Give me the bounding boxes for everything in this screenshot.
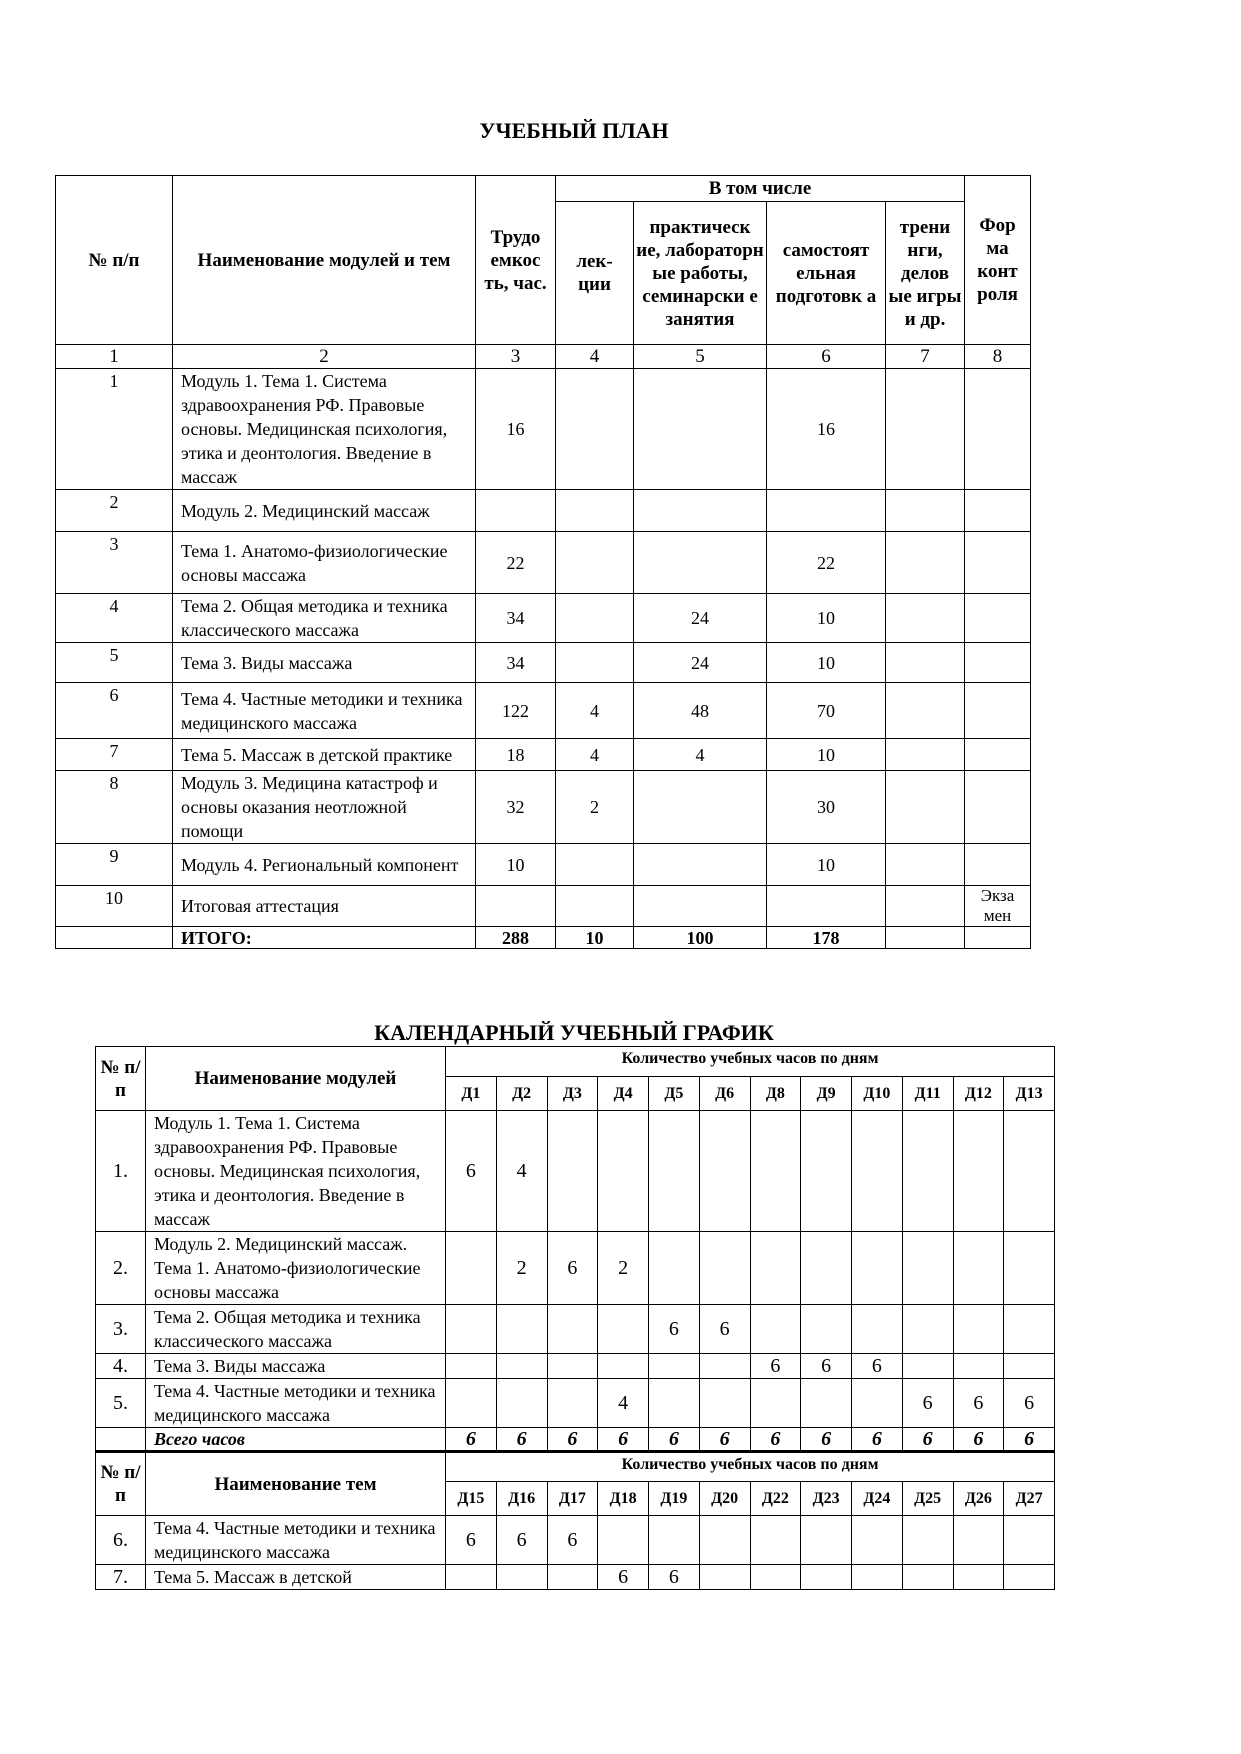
total-lectures: 10 bbox=[556, 927, 634, 949]
cell-hours: 6 bbox=[852, 1354, 903, 1379]
cell-hours bbox=[446, 1305, 497, 1354]
cell-control bbox=[965, 369, 1031, 490]
cell-hours bbox=[598, 1111, 649, 1232]
cell-hours bbox=[1004, 1232, 1055, 1305]
cell-hours bbox=[598, 1516, 649, 1565]
total-num bbox=[56, 927, 173, 949]
day-header: Д3 bbox=[547, 1077, 598, 1111]
cell-self-study: 22 bbox=[767, 532, 886, 594]
cell-practical: 24 bbox=[634, 594, 767, 643]
cell-num: 4 bbox=[56, 594, 173, 643]
cell-num: 1. bbox=[96, 1111, 146, 1232]
cell-name: Модуль 4. Региональный компонент bbox=[173, 844, 476, 886]
cell-name: Модуль 1. Тема 1. Система здравоохранения РФ. Правовые основы. Медицинская психология, этика и деонтология. Введение в массаж bbox=[173, 369, 476, 490]
cell-num: 9 bbox=[56, 844, 173, 886]
total-hours: 6 bbox=[496, 1428, 547, 1452]
cell-hours bbox=[1004, 1565, 1055, 1590]
cell-self-study: 70 bbox=[767, 683, 886, 739]
total-hours: 6 bbox=[446, 1428, 497, 1452]
cell-control bbox=[965, 532, 1031, 594]
cell-hours bbox=[598, 1354, 649, 1379]
day-header: Д24 bbox=[852, 1482, 903, 1516]
cell-hours bbox=[446, 1565, 497, 1590]
header-hours: Трудо емкос ть, час. bbox=[476, 176, 556, 345]
cell-hours: 4 bbox=[598, 1379, 649, 1428]
cell-hours bbox=[699, 1379, 750, 1428]
cell-control bbox=[965, 771, 1031, 844]
curriculum-row bbox=[56, 594, 1031, 643]
cell-hours bbox=[547, 1111, 598, 1232]
cell-hours bbox=[547, 1565, 598, 1590]
curriculum-row bbox=[56, 532, 1031, 594]
cell-name: Тема 4. Частные методики и техника медицинского массажа bbox=[146, 1516, 446, 1565]
day-header: Д25 bbox=[902, 1482, 953, 1516]
cell-hours bbox=[547, 1354, 598, 1379]
cell-trainings bbox=[886, 532, 965, 594]
calendar-row bbox=[96, 1305, 1055, 1354]
cell-hours bbox=[496, 1305, 547, 1354]
cell-hours bbox=[750, 1565, 801, 1590]
cell-self-study: 10 bbox=[767, 643, 886, 683]
cell-lectures bbox=[556, 532, 634, 594]
cell-hours bbox=[750, 1111, 801, 1232]
calendar-total-row bbox=[96, 1428, 1055, 1452]
cell-hours bbox=[1004, 1354, 1055, 1379]
cell-hours bbox=[750, 1232, 801, 1305]
header-num: № п/п bbox=[56, 176, 173, 345]
cell-hours bbox=[649, 1232, 700, 1305]
cell-self-study: 10 bbox=[767, 844, 886, 886]
cell-hours bbox=[476, 886, 556, 927]
cell-self-study bbox=[767, 490, 886, 532]
cell-hours bbox=[699, 1565, 750, 1590]
curriculum-row bbox=[56, 771, 1031, 844]
cell-name: Тема 2. Общая методика и техника классического массажа bbox=[146, 1305, 446, 1354]
cell-practical bbox=[634, 844, 767, 886]
cell-hours bbox=[801, 1305, 852, 1354]
header-self-study: самостоят ельная подготовк а bbox=[767, 202, 886, 345]
total-hours: 6 bbox=[699, 1428, 750, 1452]
total-practical: 100 bbox=[634, 927, 767, 949]
header-practical: практическ ие, лабораторн ые работы, семинарски е занятия bbox=[634, 202, 767, 345]
cell-hours: 6 bbox=[496, 1516, 547, 1565]
cell-hours bbox=[852, 1516, 903, 1565]
day-header: Д17 bbox=[547, 1482, 598, 1516]
cell-trainings bbox=[886, 369, 965, 490]
header-name: Наименование модулей и тем bbox=[173, 176, 476, 345]
cell-hours bbox=[902, 1516, 953, 1565]
cell-practical bbox=[634, 369, 767, 490]
header-num: № п/п bbox=[96, 1047, 146, 1111]
cell-hours bbox=[801, 1379, 852, 1428]
cell-trainings bbox=[886, 739, 965, 771]
cell-self-study: 30 bbox=[767, 771, 886, 844]
day-header: Д5 bbox=[649, 1077, 700, 1111]
cell-hours bbox=[699, 1111, 750, 1232]
cell-trainings bbox=[886, 594, 965, 643]
cell-hours bbox=[649, 1111, 700, 1232]
cell-hours bbox=[649, 1354, 700, 1379]
day-header: Д15 bbox=[446, 1482, 497, 1516]
cell-hours: 22 bbox=[476, 532, 556, 594]
day-header: Д20 bbox=[699, 1482, 750, 1516]
calendar-row bbox=[96, 1516, 1055, 1565]
total-hours: 288 bbox=[476, 927, 556, 949]
calendar-title: КАЛЕНДАРНЫЙ УЧЕБНЫЙ ГРАФИК bbox=[374, 1020, 774, 1045]
col-number: 2 bbox=[173, 345, 476, 369]
cell-trainings bbox=[886, 643, 965, 683]
cell-hours bbox=[547, 1379, 598, 1428]
col-number: 1 bbox=[56, 345, 173, 369]
cell-num bbox=[96, 1428, 146, 1452]
col-number: 7 bbox=[886, 345, 965, 369]
cell-hours bbox=[699, 1354, 750, 1379]
cell-hours bbox=[801, 1516, 852, 1565]
day-header: Д4 bbox=[598, 1077, 649, 1111]
cell-hours: 6 bbox=[750, 1354, 801, 1379]
day-header: Д12 bbox=[953, 1077, 1004, 1111]
cell-hours: 34 bbox=[476, 643, 556, 683]
cell-num: 6. bbox=[96, 1516, 146, 1565]
cell-lectures bbox=[556, 369, 634, 490]
day-header: Д22 bbox=[750, 1482, 801, 1516]
cell-hours bbox=[953, 1565, 1004, 1590]
cell-name: Тема 5. Массаж в детской практике bbox=[173, 739, 476, 771]
cell-hours bbox=[902, 1111, 953, 1232]
cell-hours: 10 bbox=[476, 844, 556, 886]
cell-hours bbox=[852, 1111, 903, 1232]
day-header: Д19 bbox=[649, 1482, 700, 1516]
curriculum-row bbox=[56, 844, 1031, 886]
total-label: Всего часов bbox=[146, 1428, 446, 1452]
cell-hours: 6 bbox=[699, 1305, 750, 1354]
total-self-study: 178 bbox=[767, 927, 886, 949]
day-header: Д26 bbox=[953, 1482, 1004, 1516]
col-number: 5 bbox=[634, 345, 767, 369]
cell-hours bbox=[446, 1354, 497, 1379]
cell-hours: 6 bbox=[801, 1354, 852, 1379]
col-number: 6 bbox=[767, 345, 886, 369]
cell-num: 2 bbox=[56, 490, 173, 532]
cell-control bbox=[965, 490, 1031, 532]
cell-hours bbox=[902, 1565, 953, 1590]
curriculum-row bbox=[56, 886, 1031, 927]
cell-hours bbox=[953, 1232, 1004, 1305]
cell-hours bbox=[852, 1305, 903, 1354]
day-header: Д6 bbox=[699, 1077, 750, 1111]
total-row bbox=[56, 927, 1031, 949]
cell-num: 6 bbox=[56, 683, 173, 739]
cell-lectures bbox=[556, 844, 634, 886]
cell-num: 7 bbox=[56, 739, 173, 771]
cell-control bbox=[965, 739, 1031, 771]
header-control: Фор ма конт роля bbox=[965, 176, 1031, 345]
day-header: Д23 bbox=[801, 1482, 852, 1516]
cell-self-study: 10 bbox=[767, 739, 886, 771]
cell-hours: 6 bbox=[1004, 1379, 1055, 1428]
curriculum-row bbox=[56, 643, 1031, 683]
cell-name: Тема 5. Массаж в детской bbox=[146, 1565, 446, 1590]
cell-hours: 32 bbox=[476, 771, 556, 844]
cell-hours bbox=[496, 1354, 547, 1379]
cell-hours bbox=[649, 1516, 700, 1565]
cell-hours: 6 bbox=[649, 1305, 700, 1354]
cell-hours: 6 bbox=[547, 1516, 598, 1565]
cell-trainings bbox=[886, 490, 965, 532]
cell-control bbox=[965, 643, 1031, 683]
cell-num: 3 bbox=[56, 532, 173, 594]
cell-hours bbox=[852, 1232, 903, 1305]
cell-lectures bbox=[556, 886, 634, 927]
cell-practical: 24 bbox=[634, 643, 767, 683]
cell-lectures: 4 bbox=[556, 683, 634, 739]
cell-lectures: 2 bbox=[556, 771, 634, 844]
calendar-header-row bbox=[96, 1452, 1055, 1482]
cell-hours bbox=[852, 1565, 903, 1590]
cell-hours bbox=[476, 490, 556, 532]
cell-name: Модуль 2. Медицинский массаж. Тема 1. Анатомо-физиологические основы массажа bbox=[146, 1232, 446, 1305]
cell-hours bbox=[801, 1232, 852, 1305]
header-name: Наименование тем bbox=[146, 1452, 446, 1516]
cell-name: Тема 3. Виды массажа bbox=[146, 1354, 446, 1379]
header-days-group: Количество учебных часов по дням bbox=[446, 1452, 1055, 1482]
cell-hours bbox=[953, 1516, 1004, 1565]
total-trainings bbox=[886, 927, 965, 949]
cell-trainings bbox=[886, 683, 965, 739]
calendar-table bbox=[95, 1046, 1055, 1590]
cell-hours bbox=[902, 1305, 953, 1354]
cell-hours: 6 bbox=[446, 1516, 497, 1565]
col-number: 8 bbox=[965, 345, 1031, 369]
cell-name: Модуль 1. Тема 1. Система здравоохранения РФ. Правовые основы. Медицинская психология, этика и деонтология. Введение в массаж bbox=[146, 1111, 446, 1232]
cell-control bbox=[965, 594, 1031, 643]
total-control bbox=[965, 927, 1031, 949]
cell-num: 2. bbox=[96, 1232, 146, 1305]
cell-hours bbox=[496, 1379, 547, 1428]
day-header: Д27 bbox=[1004, 1482, 1055, 1516]
total-hours: 6 bbox=[801, 1428, 852, 1452]
cell-trainings bbox=[886, 886, 965, 927]
curriculum-table bbox=[55, 175, 1031, 949]
col-number: 4 bbox=[556, 345, 634, 369]
cell-num: 8 bbox=[56, 771, 173, 844]
cell-hours bbox=[953, 1354, 1004, 1379]
cell-hours bbox=[902, 1232, 953, 1305]
cell-num: 5 bbox=[56, 643, 173, 683]
cell-hours bbox=[699, 1516, 750, 1565]
cell-num: 10 bbox=[56, 886, 173, 927]
day-header: Д16 bbox=[496, 1482, 547, 1516]
cell-practical bbox=[634, 886, 767, 927]
cell-control bbox=[965, 844, 1031, 886]
header-num: № п/п bbox=[96, 1452, 146, 1516]
curriculum-row bbox=[56, 683, 1031, 739]
cell-hours: 2 bbox=[496, 1232, 547, 1305]
header-including: В том числе bbox=[556, 176, 965, 202]
cell-hours bbox=[902, 1354, 953, 1379]
cell-hours bbox=[1004, 1111, 1055, 1232]
curriculum-row bbox=[56, 739, 1031, 771]
cell-num: 1 bbox=[56, 369, 173, 490]
cell-hours bbox=[649, 1379, 700, 1428]
total-hours: 6 bbox=[750, 1428, 801, 1452]
cell-num: 4. bbox=[96, 1354, 146, 1379]
total-name: ИТОГО: bbox=[173, 927, 476, 949]
cell-lectures: 4 bbox=[556, 739, 634, 771]
total-hours: 6 bbox=[852, 1428, 903, 1452]
cell-self-study: 10 bbox=[767, 594, 886, 643]
total-hours: 6 bbox=[598, 1428, 649, 1452]
cell-self-study: 16 bbox=[767, 369, 886, 490]
cell-hours bbox=[1004, 1516, 1055, 1565]
cell-hours bbox=[750, 1379, 801, 1428]
day-header: Д9 bbox=[801, 1077, 852, 1111]
cell-hours bbox=[1004, 1305, 1055, 1354]
cell-hours bbox=[547, 1305, 598, 1354]
calendar-header-row bbox=[96, 1047, 1055, 1077]
cell-practical bbox=[634, 490, 767, 532]
cell-practical bbox=[634, 771, 767, 844]
cell-hours bbox=[446, 1232, 497, 1305]
plan-title: УЧЕБНЫЙ ПЛАН bbox=[479, 118, 669, 143]
cell-hours: 18 bbox=[476, 739, 556, 771]
cell-num: 3. bbox=[96, 1305, 146, 1354]
cell-hours: 6 bbox=[649, 1565, 700, 1590]
day-header: Д1 bbox=[446, 1077, 497, 1111]
cell-num: 7. bbox=[96, 1565, 146, 1590]
cell-hours: 16 bbox=[476, 369, 556, 490]
calendar-row bbox=[96, 1111, 1055, 1232]
calendar-row bbox=[96, 1379, 1055, 1428]
cell-practical: 4 bbox=[634, 739, 767, 771]
cell-hours bbox=[801, 1111, 852, 1232]
cell-self-study bbox=[767, 886, 886, 927]
cell-hours: 4 bbox=[496, 1111, 547, 1232]
cell-num: 5. bbox=[96, 1379, 146, 1428]
calendar-row bbox=[96, 1565, 1055, 1590]
cell-name: Модуль 3. Медицина катастроф и основы оказания неотложной помощи bbox=[173, 771, 476, 844]
cell-hours bbox=[852, 1379, 903, 1428]
cell-lectures bbox=[556, 490, 634, 532]
day-header: Д10 bbox=[852, 1077, 903, 1111]
cell-hours: 6 bbox=[598, 1565, 649, 1590]
cell-name: Тема 3. Виды массажа bbox=[173, 643, 476, 683]
cell-trainings bbox=[886, 771, 965, 844]
column-numbers-row bbox=[56, 345, 1031, 369]
cell-name: Тема 4. Частные методики и техника медицинского массажа bbox=[146, 1379, 446, 1428]
day-header: Д13 bbox=[1004, 1077, 1055, 1111]
cell-name: Тема 4. Частные методики и техника медицинского массажа bbox=[173, 683, 476, 739]
header-trainings: трени нги, делов ые игры и др. bbox=[886, 202, 965, 345]
cell-name: Итоговая аттестация bbox=[173, 886, 476, 927]
day-header: Д8 bbox=[750, 1077, 801, 1111]
curriculum-row bbox=[56, 490, 1031, 532]
cell-hours bbox=[598, 1305, 649, 1354]
calendar-row bbox=[96, 1354, 1055, 1379]
cell-hours bbox=[953, 1111, 1004, 1232]
cell-hours: 2 bbox=[598, 1232, 649, 1305]
cell-hours bbox=[750, 1516, 801, 1565]
cell-trainings bbox=[886, 844, 965, 886]
col-number: 3 bbox=[476, 345, 556, 369]
cell-name: Модуль 2. Медицинский массаж bbox=[173, 490, 476, 532]
total-hours: 6 bbox=[953, 1428, 1004, 1452]
header-name: Наименование модулей bbox=[146, 1047, 446, 1111]
total-hours: 6 bbox=[547, 1428, 598, 1452]
cell-hours bbox=[953, 1305, 1004, 1354]
cell-control bbox=[965, 683, 1031, 739]
cell-hours: 34 bbox=[476, 594, 556, 643]
cell-hours: 6 bbox=[902, 1379, 953, 1428]
total-hours: 6 bbox=[1004, 1428, 1055, 1452]
day-header: Д2 bbox=[496, 1077, 547, 1111]
header-days-group: Количество учебных часов по дням bbox=[446, 1047, 1055, 1077]
header-lectures: лек- ции bbox=[556, 202, 634, 345]
cell-hours: 6 bbox=[953, 1379, 1004, 1428]
cell-practical bbox=[634, 532, 767, 594]
total-hours: 6 bbox=[902, 1428, 953, 1452]
cell-hours bbox=[801, 1565, 852, 1590]
cell-hours bbox=[699, 1232, 750, 1305]
day-header: Д18 bbox=[598, 1482, 649, 1516]
cell-hours bbox=[446, 1379, 497, 1428]
cell-control: Экза мен bbox=[965, 886, 1031, 927]
cell-practical: 48 bbox=[634, 683, 767, 739]
cell-lectures bbox=[556, 594, 634, 643]
cell-name: Тема 2. Общая методика и техника классического массажа bbox=[173, 594, 476, 643]
total-hours: 6 bbox=[649, 1428, 700, 1452]
curriculum-row bbox=[56, 369, 1031, 490]
cell-hours bbox=[496, 1565, 547, 1590]
cell-hours: 6 bbox=[547, 1232, 598, 1305]
calendar-row bbox=[96, 1232, 1055, 1305]
day-header: Д11 bbox=[902, 1077, 953, 1111]
cell-lectures bbox=[556, 643, 634, 683]
cell-hours: 6 bbox=[446, 1111, 497, 1232]
cell-hours bbox=[750, 1305, 801, 1354]
cell-hours: 122 bbox=[476, 683, 556, 739]
cell-name: Тема 1. Анатомо-физиологические основы массажа bbox=[173, 532, 476, 594]
